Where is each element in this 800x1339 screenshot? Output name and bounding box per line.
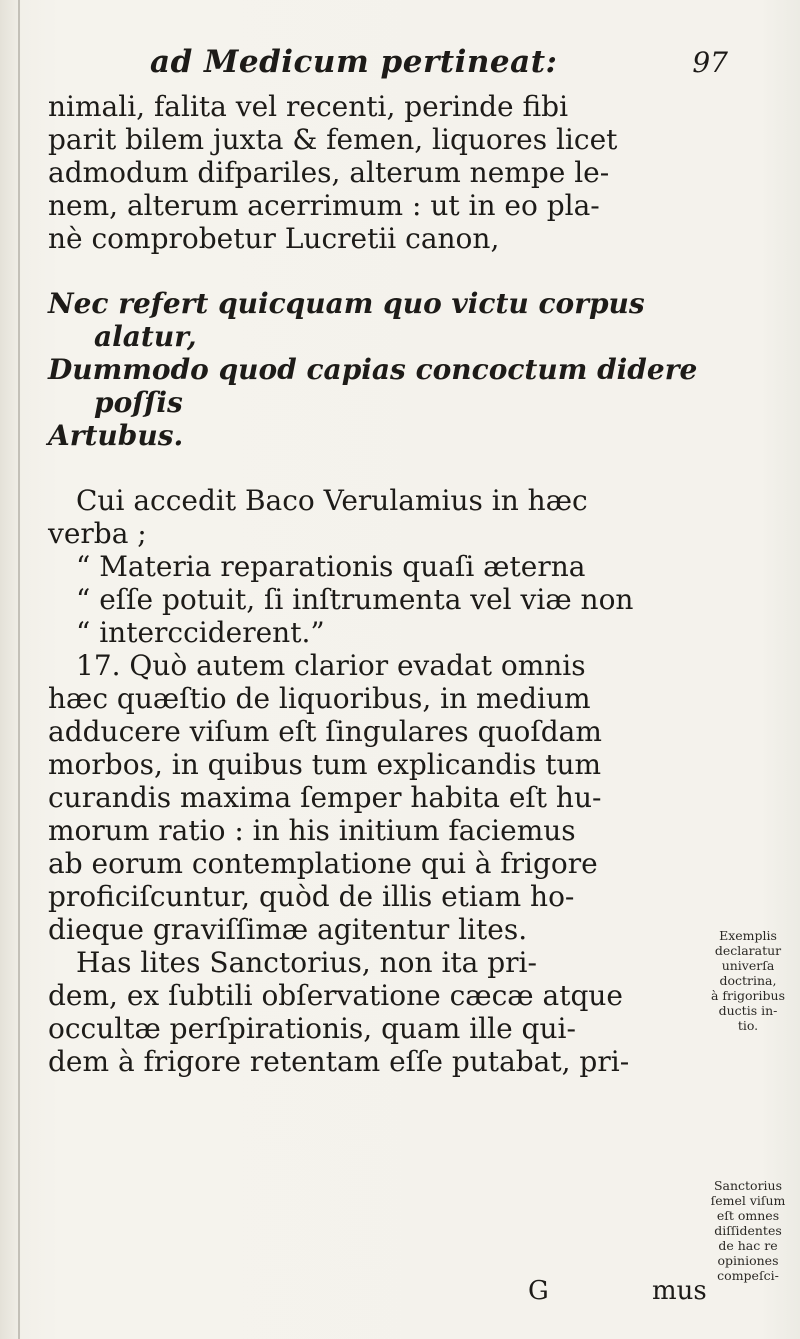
margin-note-line: Exemplis (719, 928, 777, 943)
verse-line: poſſis (94, 386, 183, 419)
margin-note-exemplis (700, 928, 796, 1033)
text-line: “ intercciderent.” (76, 616, 325, 649)
text-line: Has lites Sanctorius, non ita pri- (76, 946, 537, 979)
page-footer (48, 1276, 748, 1310)
text-line: admodum difpariles, alterum nempe le- (48, 156, 610, 189)
verse-line: alatur, (94, 320, 197, 353)
margin-note-line: à frigoribus (711, 988, 785, 1003)
text-line: parit bilem juxta & femen, liquores licet (48, 123, 618, 156)
text-line: morbos, in quibus tum explicandis tum (48, 748, 602, 781)
catchword: mus (652, 1276, 707, 1306)
text-line: 17. Quò autem clarior evadat omnis (76, 649, 586, 682)
binding-shadow (18, 0, 20, 1339)
verse-line: Dummodo quod capias concoctum didere (48, 353, 698, 386)
text-line: proficiſcuntur, quòd de illis etiam ho- (48, 880, 575, 913)
margin-note-line: tio. (737, 1018, 759, 1033)
margin-note-line: de hac re (718, 1238, 778, 1253)
text-line: nè comprobetur Lucretii canon, (48, 222, 500, 255)
body-text (48, 90, 698, 1078)
page-number: 97 (692, 46, 728, 79)
paragraph-3 (48, 649, 688, 946)
text-line: ab eorum contemplatione qui à frigore (48, 847, 598, 880)
text-line: curandis maxima ſemper habita eſt hu- (48, 781, 602, 814)
margin-note-line: compeſci- (717, 1268, 779, 1283)
margin-note-line: eſt omnes (716, 1208, 780, 1223)
text-line: dem, ex ſubtili obſervatione cæcæ atque (48, 979, 623, 1012)
verse-line: Nec refert quicquam quo victu corpus (48, 287, 645, 320)
signature-mark: G (528, 1276, 549, 1306)
margin-note-line: Sanctorius (713, 1178, 783, 1193)
text-line: verba ; (48, 517, 147, 550)
text-line: “ eſſe potuit, ſi inſtrumenta vel viæ non (76, 583, 634, 616)
running-title: ad Medicum pertineat: (150, 44, 558, 80)
verse-line: Artubus. (48, 419, 184, 452)
text-line: adducere viſum eſt ſingulares quoſdam (48, 715, 602, 748)
text-line: morum ratio : in his initium faciemus (48, 814, 576, 847)
text-line: hæc quæſtio de liquoribus, in medium (48, 682, 591, 715)
paragraph-2 (48, 484, 688, 649)
margin-note-line: ſemel viſum (710, 1193, 786, 1208)
margin-note-line: ductis in- (718, 1003, 778, 1018)
margin-note-line: univerſa (721, 958, 775, 973)
text-line: dieque graviſſimæ agitentur lites. (48, 913, 528, 946)
paragraph-1 (48, 90, 688, 255)
margin-note-line: diſſidentes (714, 1223, 782, 1238)
verse-quotation (48, 287, 698, 452)
text-line: Cui accedit Baco Verulamius in hæc (76, 484, 588, 517)
page-header (120, 44, 728, 90)
text-line: dem à frigore retentam eſſe putabat, pri- (48, 1045, 630, 1078)
text-line: nimali, falita vel recenti, perinde fibi (48, 90, 569, 123)
margin-note-line: declaratur (714, 943, 782, 958)
text-line: nem, alterum acerrimum : ut in eo pla- (48, 189, 600, 222)
text-line: occultæ perſpirationis, quam ille qui- (48, 1012, 576, 1045)
text-line: “ Materia reparationis quaſi æterna (76, 550, 586, 583)
margin-note-line: opiniones (717, 1253, 779, 1268)
paragraph-4 (48, 946, 688, 1078)
margin-note-line: doctrina, (719, 973, 777, 988)
margin-note-sanctorius (700, 1178, 796, 1283)
